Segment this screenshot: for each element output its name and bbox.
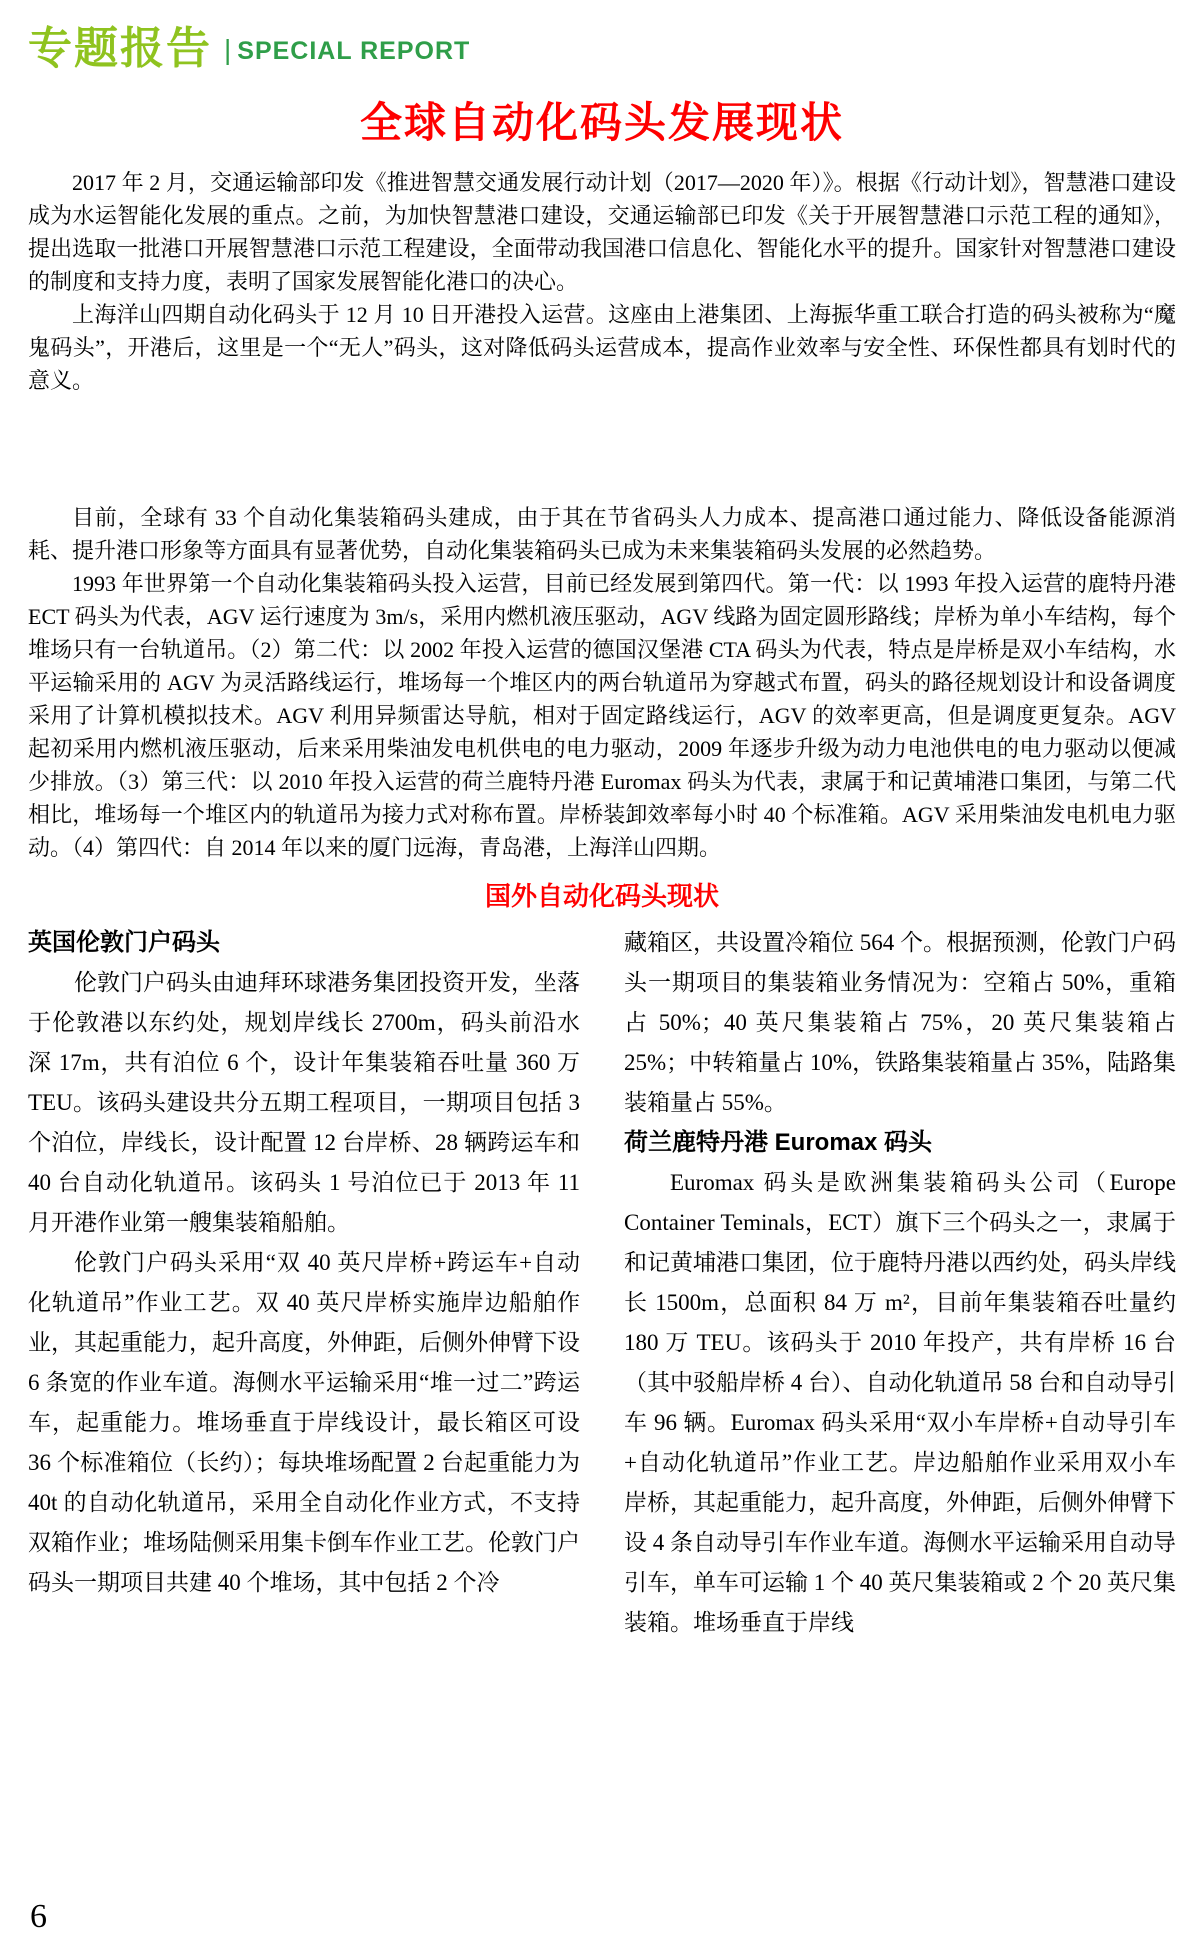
body-paragraph-2: 1993 年世界第一个自动化集装箱码头投入运营，目前已经发展到第四代。第一代：以 1993 年投入运营的鹿特丹港 ECT 码头为代表，AGV 运行速度为 3m/s，采用内燃机液压驱动，AGV 线路为固定圆形路线；岸桥为单小车结构，每个堆场只有一台轨道吊。（2）第二代：以 2002 年投入运营的德国汉堡港 CTA 码头为代表，特点是岸桥是双小车结构，水平运输采用的 AGV 为灵活路线运行，堆场每一个堆区内的两台轨道吊为穿越式布置，码头的路径规划设计和设备调度采用了计算机模拟技术。AGV 利用异频雷达导航，相对于固定路线运行，AGV 的效率更高，但是调度更复杂。AGV 起初采用内燃机液压驱动，后来采用柴油发电机供电的电力驱动，2009 年逐步升级为动力电池供电的电力驱动以便减少排放。（3）第三代：以 2010 年投入运营的荷兰鹿特丹港 Euromax 码头为代表，隶属于和记黄埔港口集团，与第二代相比，堆场每一个堆区内的轨道吊为接力式对称布置。岸桥装卸效率每小时 40 个标准箱。AGV 采用柴油发电机电力驱动。（4）第四代：自 2014 年以来的厦门远海，青岛港，上海洋山四期。 xyxy=(28,571,1176,860)
page-number: 6 xyxy=(30,1898,47,1935)
page-header xyxy=(28,12,1176,76)
left-column xyxy=(28,923,580,1643)
two-column-section xyxy=(28,923,1176,1643)
right-column-paragraph-1: Euromax 码头是欧洲集装箱码头公司（Europe Container Teminals，ECT）旗下三个码头之一，隶属于和记黄埔港口集团，位于鹿特丹港以西约处，码头岸线长 1500m，总面积 84 万 m²，目前年集装箱吞吐量约 180 万 TEU。该码头于 2010 年投产，共有岸桥 16 台（其中驳船岸桥 4 台）、自动化轨道吊 58 台和自动导引车 96 辆。Euromax 码头采用“双小车岸桥+自动导引车+自动化轨道吊”作业工艺。岸边船舶作业采用双小车岸桥，其起重能力，起升高度，外伸距，后侧外伸臂下设 4 条自动导引车作业车道。海侧水平运输采用自动导引车，单车可运输 1 个 40 英尺集装箱或 2 个 20 英尺集装箱。堆场垂直于岸线 xyxy=(624,1170,1176,1635)
right-column-heading: 荷兰鹿特丹港 Euromax 码头 xyxy=(624,1129,933,1156)
intro-paragraph-2: 上海洋山四期自动化码头于 12 月 10 日开港投入运营。这座由上港集团、上海振华重工联合打造的码头被称为“魔鬼码头”，开港后，这里是一个“无人”码头，这对降低码头运营成本，提高作业效率与安全性、环保性都具有划时代的意义。 xyxy=(28,302,1176,393)
article-title: 全球自动化码头发展现状 xyxy=(359,99,844,146)
section-heading: 国外自动化码头现状 xyxy=(484,881,719,911)
right-column xyxy=(624,923,1176,1643)
intro-paragraph-1: 2017 年 2 月，交通运输部印发《推进智慧交通发展行动计划（2017—2020 年）》。根据《行动计划》，智慧港口建设成为水运智能化发展的重点。之前，为加快智慧港口建设，交通运输部已印发《关于开展智慧港口示范工程的通知》，提出选取一批港口开展智慧港口示范工程建设，全面带动我国港口信息化、智能化水平的提升。国家针对智慧港口建设的制度和支持力度，表明了国家发展智能化港口的决心。 xyxy=(28,170,1176,294)
header-separator: | xyxy=(224,34,232,65)
left-column-heading: 英国伦敦门户码头 xyxy=(28,929,220,956)
section-title-chinese: 专题报告 xyxy=(28,24,212,73)
left-column-paragraph-2: 伦敦门户码头采用“双 40 英尺岸桥+跨运车+自动化轨道吊”作业工艺。双 40 英尺岸桥实施岸边船舶作业，其起重能力，起升高度，外伸距，后侧外伸臂下设 6 条宽的作业车道。海侧水平运输采用“堆一过二”跨运车，起重能力。堆场垂直于岸线设计，最长箱区可设 36 个标准箱位（长约）；每块堆场配置 2 台起重能力为 40t 的自动化轨道吊，采用全自动化作业方式，不支持双箱作业；堆场陆侧采用集卡倒车作业工艺。伦敦门户码头一期项目共建 40 个堆场，其中包括 2 个冷 xyxy=(28,1250,580,1595)
left-column-paragraph-1: 伦敦门户码头由迪拜环球港务集团投资开发，坐落于伦敦港以东约处，规划岸线长 2700m，码头前沿水深 17m，共有泊位 6 个，设计年集装箱吞吐量 360 万 TEU。该码头建设共分五期工程项目，一期项目包括 3 个泊位，岸线长，设计配置 12 台岸桥、28 辆跨运车和 40 台自动化轨道吊。该码头 1 号泊位已于 2013 年 11 月开港作业第一艘集装箱船舶。 xyxy=(28,970,580,1235)
right-column-continuation-paragraph: 藏箱区，共设置冷箱位 564 个。根据预测，伦敦门户码头一期项目的集装箱业务情况为：空箱占 50%，重箱占 50%；40 英尺集装箱占 75%，20 英尺集装箱占 25%；中转箱量占 10%，铁路集装箱量占 35%，陆路集装箱量占 55%。 xyxy=(624,930,1176,1115)
section-title-english: SPECIAL REPORT xyxy=(237,37,471,65)
body-paragraph-1: 目前，全球有 33 个自动化集装箱码头建成，由于其在节省码头人力成本、提高港口通过能力、降低设备能源消耗、提升港口形象等方面具有显著优势，自动化集装箱码头已成为未来集装箱码头发展的必然趋势。 xyxy=(28,505,1176,563)
